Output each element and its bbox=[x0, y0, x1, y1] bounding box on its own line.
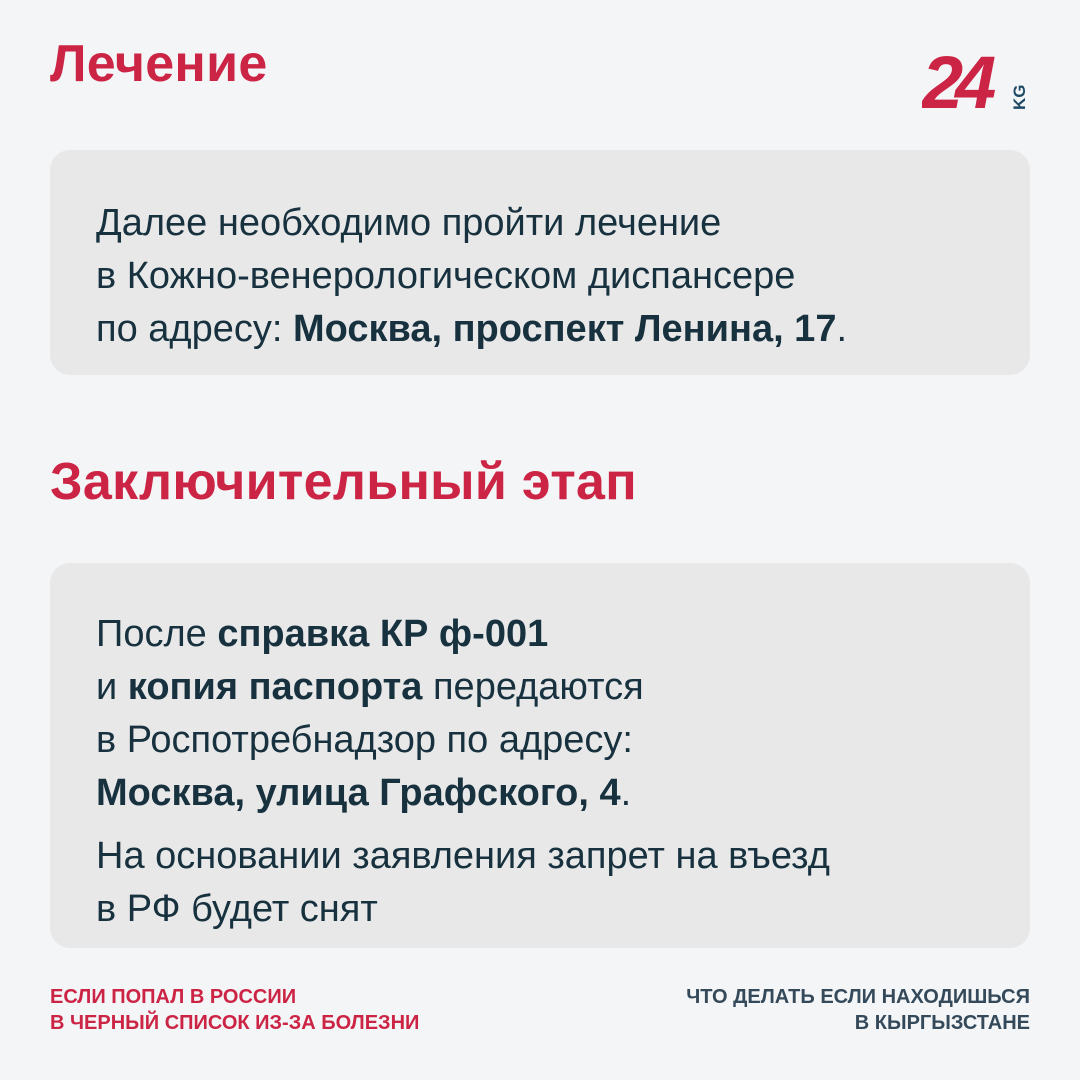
footer-right-line-2: В КЫРГЫЗСТАНЕ bbox=[854, 1012, 1030, 1034]
final-stage-card bbox=[50, 563, 1030, 948]
passport-copy: копия паспорта bbox=[127, 666, 423, 708]
p1-line-2-text-c: передаются bbox=[422, 666, 644, 708]
treatment-line-2: в Кожно-венерологическом диспансере bbox=[96, 255, 796, 297]
p1-line-2-text-a: и bbox=[96, 666, 128, 708]
treatment-text bbox=[96, 197, 984, 356]
p2-line-1-text: На основании заявления запрет на въезд bbox=[96, 835, 830, 877]
section-title-treatment: Лечение bbox=[50, 35, 268, 93]
24kg-logo bbox=[922, 48, 1032, 114]
footer-left-caption bbox=[50, 984, 419, 1036]
p2-line-2-text: в РФ будет снят bbox=[96, 888, 378, 930]
logo-number: 24 bbox=[922, 48, 989, 114]
p1-line-3-text: в Роспотребнадзор по адресу: bbox=[96, 719, 633, 761]
certificate-name: справка КР ф-001 bbox=[217, 613, 549, 655]
footer-left-line-2: В ЧЕРНЫЙ СПИСОК ИЗ-ЗА БОЛЕЗНИ bbox=[50, 1012, 420, 1034]
treatment-line-3-suffix: . bbox=[836, 308, 848, 350]
footer-right-line-1: ЧТО ДЕЛАТЬ ЕСЛИ НАХОДИШЬСЯ bbox=[686, 986, 1030, 1008]
final-stage-paragraph-2 bbox=[96, 830, 984, 936]
treatment-line-1: Далее необходимо пройти лечение bbox=[96, 202, 722, 244]
rospotrebnadzor-address: Москва, улица Графского, 4 bbox=[96, 772, 621, 814]
treatment-address: Москва, проспект Ленина, 17 bbox=[292, 308, 837, 350]
p1-line-1-text: После bbox=[96, 613, 218, 655]
treatment-line-3-prefix: по адресу: bbox=[96, 308, 293, 350]
section-title-final-stage: Заключительный этап bbox=[50, 453, 637, 511]
final-stage-paragraph-1 bbox=[96, 608, 984, 820]
footer-right-caption bbox=[686, 984, 1030, 1036]
footer-left-line-1: ЕСЛИ ПОПАЛ В РОССИИ bbox=[50, 986, 297, 1008]
logo-suffix: KG bbox=[1010, 84, 1029, 110]
treatment-card bbox=[50, 150, 1030, 375]
p1-line-4-suffix: . bbox=[620, 772, 632, 814]
